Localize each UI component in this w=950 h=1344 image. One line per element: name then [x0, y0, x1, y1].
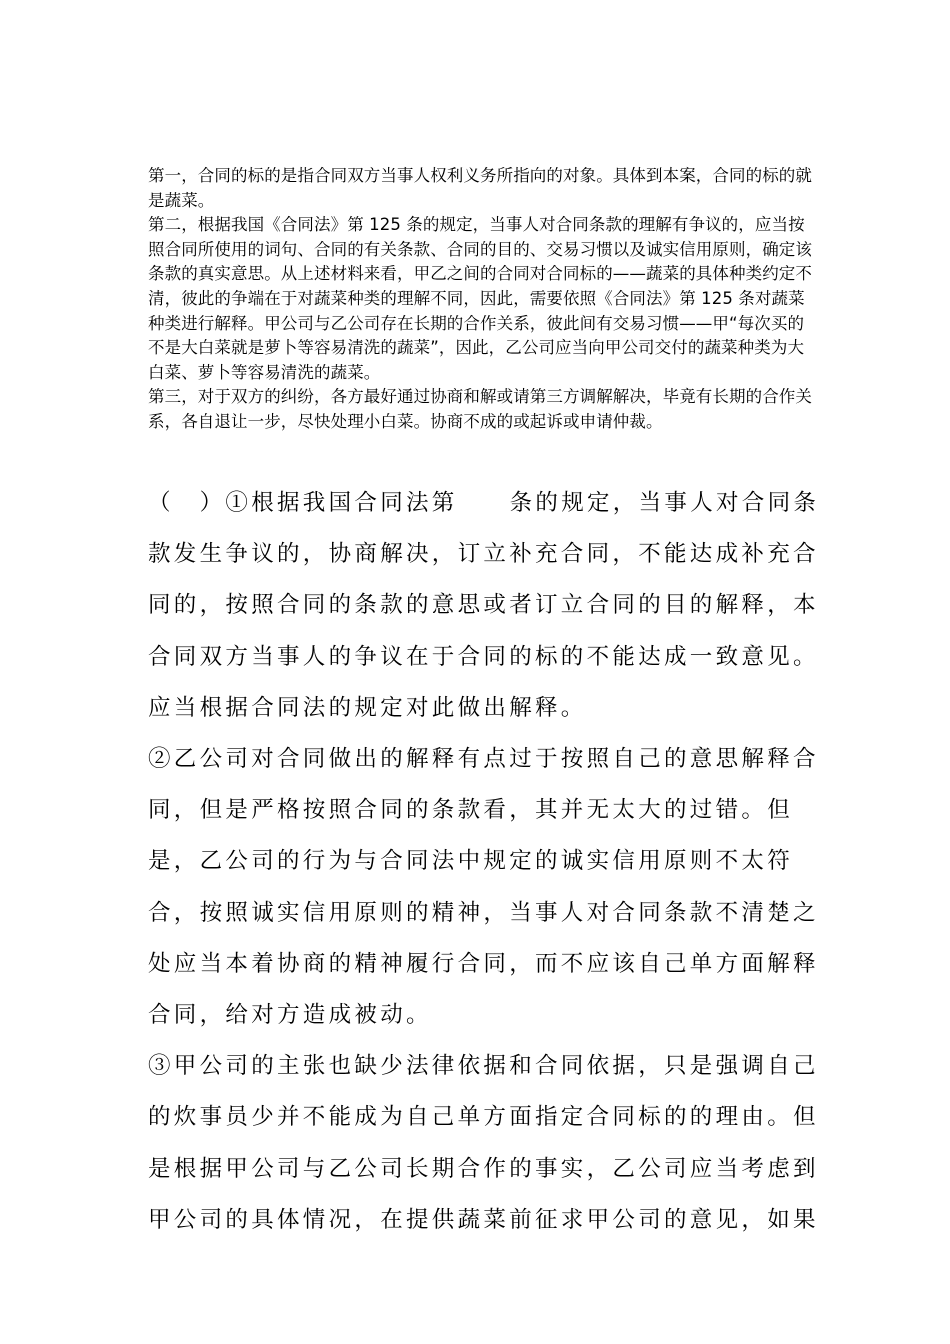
answer-section-large-text [148, 478, 838, 1246]
paragraph-third-point: 第三，对于双方的纠纷，各方最好通过协商和解或请第三方调解解决，毕竟有长期的合作关系，各自退让一步，尽快处理小白菜。协商不成的或起诉或申请仲裁。 [148, 387, 812, 431]
answer-section-small-text [148, 164, 816, 435]
item-1-rest: 条的规定，当事人对合同条款发生争议的，协商解决，订立补充合同，不能达成补充合同的，按照合同的条款的意思或者订立合同的目的解释，本合同双方当事人的争议在于合同的标的不能达成一致意见。应当根据合同法的规定对此做出解释。 [148, 490, 820, 721]
paragraph-item-2: ②乙公司对合同做出的解释有点过于按照自己的意思解释合同，但是严格按照合同的条款看，其并无太大的过错。但是，乙公司的行为与合同法中规定的诚实信用原则不太符合，按照诚实信用原则的精神，当事人对合同条款不清楚之处应当本着协商的精神履行合同，而不应该自己单方面解释合同，给对方造成被动。 [148, 746, 819, 1029]
item-1-lead: （ ）①根据我国合同法第 [148, 490, 458, 516]
paragraph-item-3: ③甲公司的主张也缺少法律依据和合同依据，只是强调自己的炊事员少并不能成为自己单方面指定合同标的的理由。但是根据甲公司与乙公司长期合作的事实，乙公司应当考虑到甲公司的具体情况，在提供蔬菜前征求甲公司的意见，如果 [148, 1053, 819, 1233]
paragraph-item-1 [148, 478, 838, 734]
paragraph-second-point: 第二，根据我国《合同法》第 125 条的规定，当事人对合同条款的理解有争议的，应当按照合同所使用的词句、合同的有关条款、合同的目的、交易习惯以及诚实信用原则，确定该条款的真实意思。从上述材料来看，甲乙之间的合同对合同标的——蔬菜的具体种类约定不清，彼此的争端在于对蔬菜种类的理解不同，因此，需要依照《合同法》第 125 条对蔬菜种类进行解释。甲公司与乙公司存在长期的合作关系，彼此间有交易习惯——甲“每次买的不是大白菜就是萝卜等容易清洗的蔬菜”，因此，乙公司应当向甲公司交付的蔬菜种类为大白菜、萝卜等容易清洗的蔬菜。 [148, 215, 812, 382]
paragraph-first-point: 第一，合同的标的是指合同双方当事人权利义务所指向的对象。具体到本案，合同的标的就是蔬菜。 [148, 166, 812, 210]
